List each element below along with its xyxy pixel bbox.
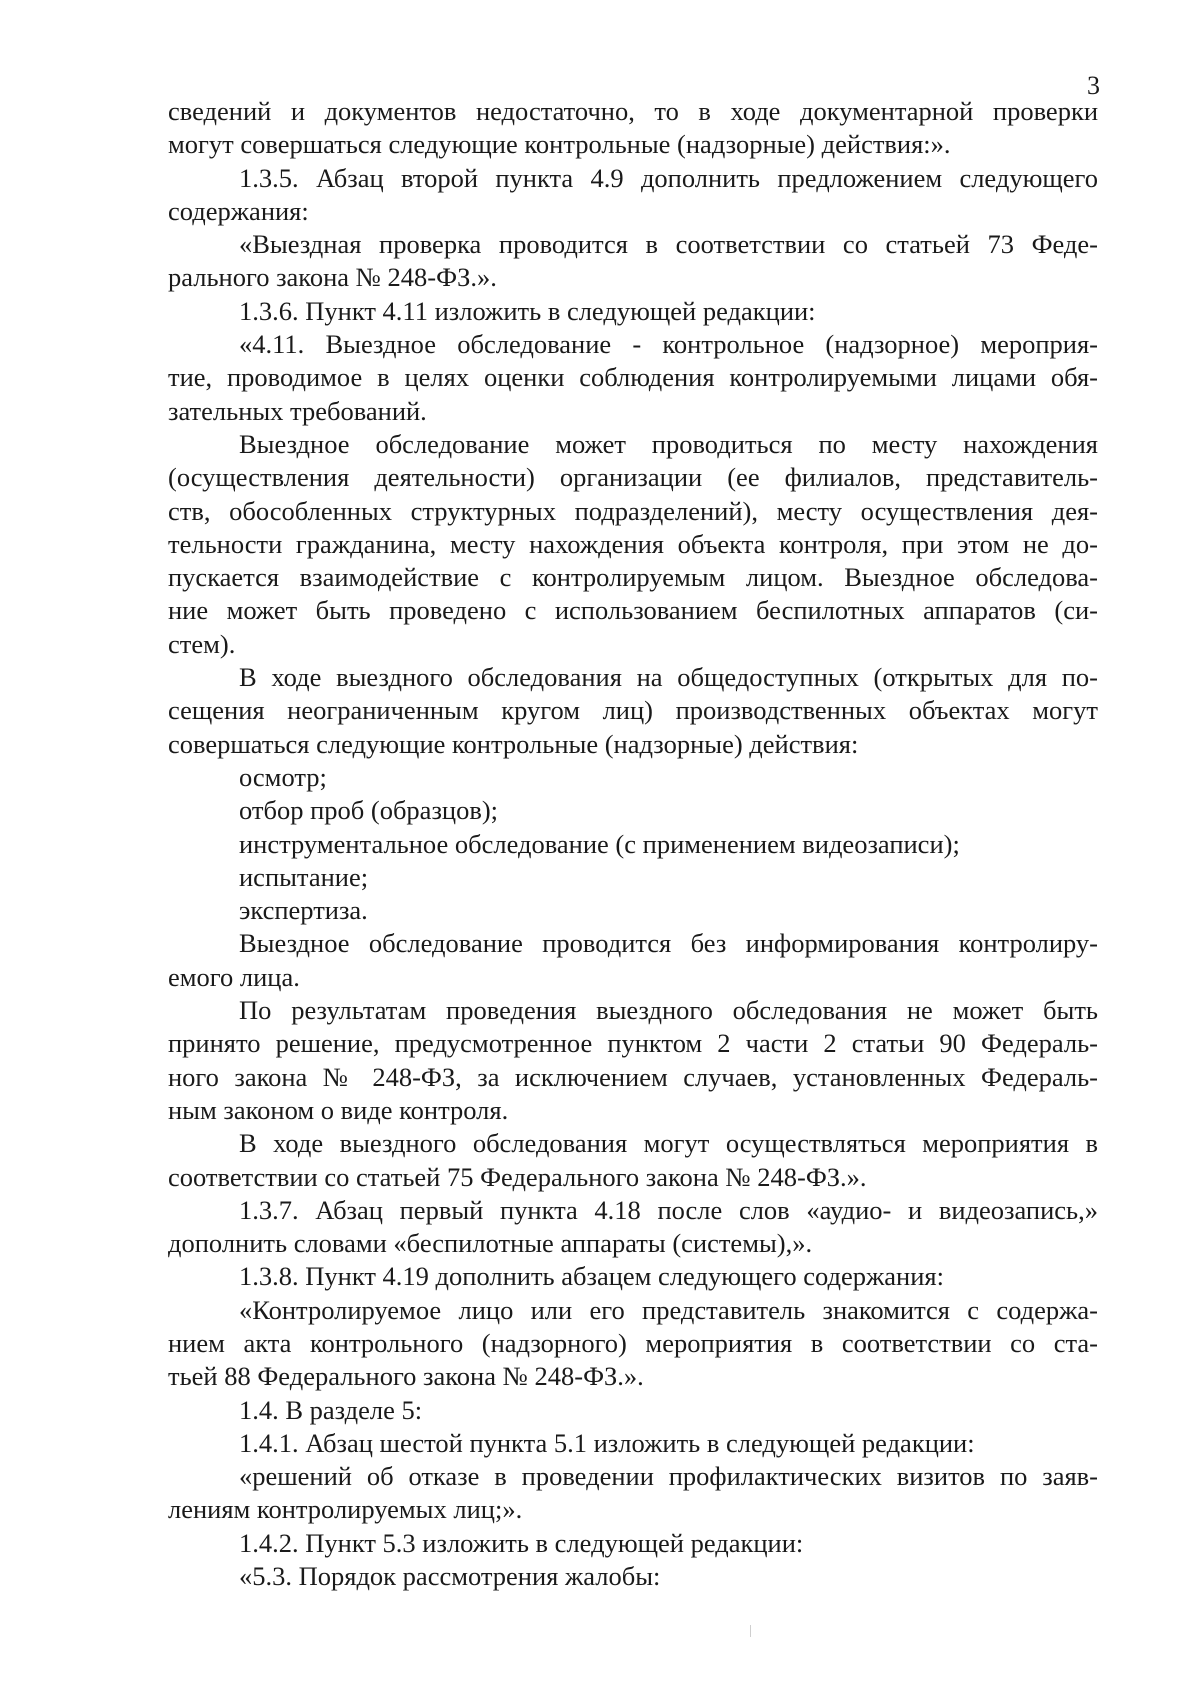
text-line: 1.3.7. Абзац первый пункта 4.18 после слов «аудио- и видеозапись,» bbox=[239, 1194, 1098, 1225]
text-line: тие, проводимое в целях оценки соблюдения контролируемыми лицами обя- bbox=[168, 362, 1098, 393]
text-line: емого лица. bbox=[168, 961, 300, 992]
page-number: 3 bbox=[1087, 71, 1100, 100]
text-line: тьей 88 Федерального закона № 248-ФЗ.». bbox=[168, 1361, 644, 1392]
text-line: сещения неограниченным кругом лиц) производственных объектах могут bbox=[168, 695, 1098, 726]
text-line: соответствии со статьей 75 Федерального закона № 248-ФЗ.». bbox=[168, 1161, 867, 1192]
list-item: инструментальное обследование (с применением видеозаписи); bbox=[239, 828, 960, 859]
text-line: «5.3. Порядок рассмотрения жалобы: bbox=[239, 1561, 661, 1592]
text-line: лениям контролируемых лиц;». bbox=[168, 1494, 523, 1525]
list-item: испытание; bbox=[239, 861, 369, 892]
text-line: «4.11. Выездное обследование - контрольное (надзорное) мероприя- bbox=[239, 329, 1098, 360]
text-line: зательных требований. bbox=[168, 395, 427, 426]
list-item: осмотр; bbox=[239, 761, 327, 792]
text-line: (осуществления деятельности) организации (ее филиалов, представитель- bbox=[168, 462, 1098, 493]
text-line: ние может быть проведено с использованием беспилотных аппаратов (си- bbox=[168, 595, 1098, 626]
text-line: ств, обособленных структурных подразделений), месту осуществления дея- bbox=[168, 495, 1098, 526]
text-line: дополнить словами «беспилотные аппараты (системы),». bbox=[168, 1228, 813, 1259]
text-line: 1.3.5. Абзац второй пункта 4.9 дополнить предложением следующего bbox=[239, 162, 1098, 193]
text-line: Выездное обследование может проводиться по месту нахождения bbox=[239, 428, 1098, 459]
text-line: «решений об отказе в проведении профилактических визитов по заяв- bbox=[239, 1461, 1098, 1492]
text-line: сведений и документов недостаточно, то в ходе документарной проверки bbox=[168, 96, 1098, 126]
text-line: могут совершаться следующие контрольные (надзорные) действия:». bbox=[168, 129, 951, 160]
text-line: 1.4.2. Пункт 5.3 изложить в следующей редакции: bbox=[239, 1527, 804, 1558]
text-line: пускается взаимодействие с контролируемым лицом. Выездное обследова- bbox=[168, 562, 1098, 593]
list-item: экспертиза. bbox=[239, 895, 368, 926]
text-line: В ходе выездного обследования на общедоступных (открытых для по- bbox=[239, 662, 1098, 693]
text-line: В ходе выездного обследования могут осуществляться мероприятия в bbox=[239, 1128, 1098, 1159]
text-line: «Выездная проверка проводится в соответствии со статьей 73 Феде- bbox=[239, 229, 1098, 260]
scan-artifact bbox=[750, 1625, 751, 1637]
text-line: тельности гражданина, месту нахождения объекта контроля, при этом не до- bbox=[168, 528, 1098, 559]
text-line: принято решение, предусмотренное пунктом 2 части 2 статьи 90 Федераль- bbox=[168, 1028, 1098, 1059]
text-line: совершаться следующие контрольные (надзорные) действия: bbox=[168, 728, 859, 759]
text-line: «Контролируемое лицо или его представитель знакомится с содержа- bbox=[239, 1294, 1098, 1325]
text-line: содержания: bbox=[168, 195, 309, 226]
text-line: 1.3.8. Пункт 4.19 дополнить абзацем следующего содержания: bbox=[239, 1261, 944, 1292]
text-line: ного закона № 248-ФЗ, за исключением случаев, установленных Федераль- bbox=[168, 1061, 1098, 1092]
text-line: 1.3.6. Пункт 4.11 изложить в следующей редакции: bbox=[239, 295, 816, 326]
text-line: По результатам проведения выездного обследования не может быть bbox=[239, 995, 1098, 1026]
document-body bbox=[168, 95, 1098, 1593]
text-line: стем). bbox=[168, 628, 236, 659]
text-line: Выездное обследование проводится без информирования контролиру- bbox=[239, 928, 1098, 959]
list-item: отбор проб (образцов); bbox=[239, 795, 499, 826]
text-line: 1.4.1. Абзац шестой пункта 5.1 изложить в следующей редакции: bbox=[239, 1427, 975, 1458]
text-line: ным законом о виде контроля. bbox=[168, 1094, 509, 1125]
text-line: рального закона № 248-ФЗ.». bbox=[168, 262, 497, 293]
section-heading: 1.4. В разделе 5: bbox=[239, 1394, 423, 1425]
text-line: нием акта контрольного (надзорного) мероприятия в соответствии со ста- bbox=[168, 1327, 1098, 1358]
